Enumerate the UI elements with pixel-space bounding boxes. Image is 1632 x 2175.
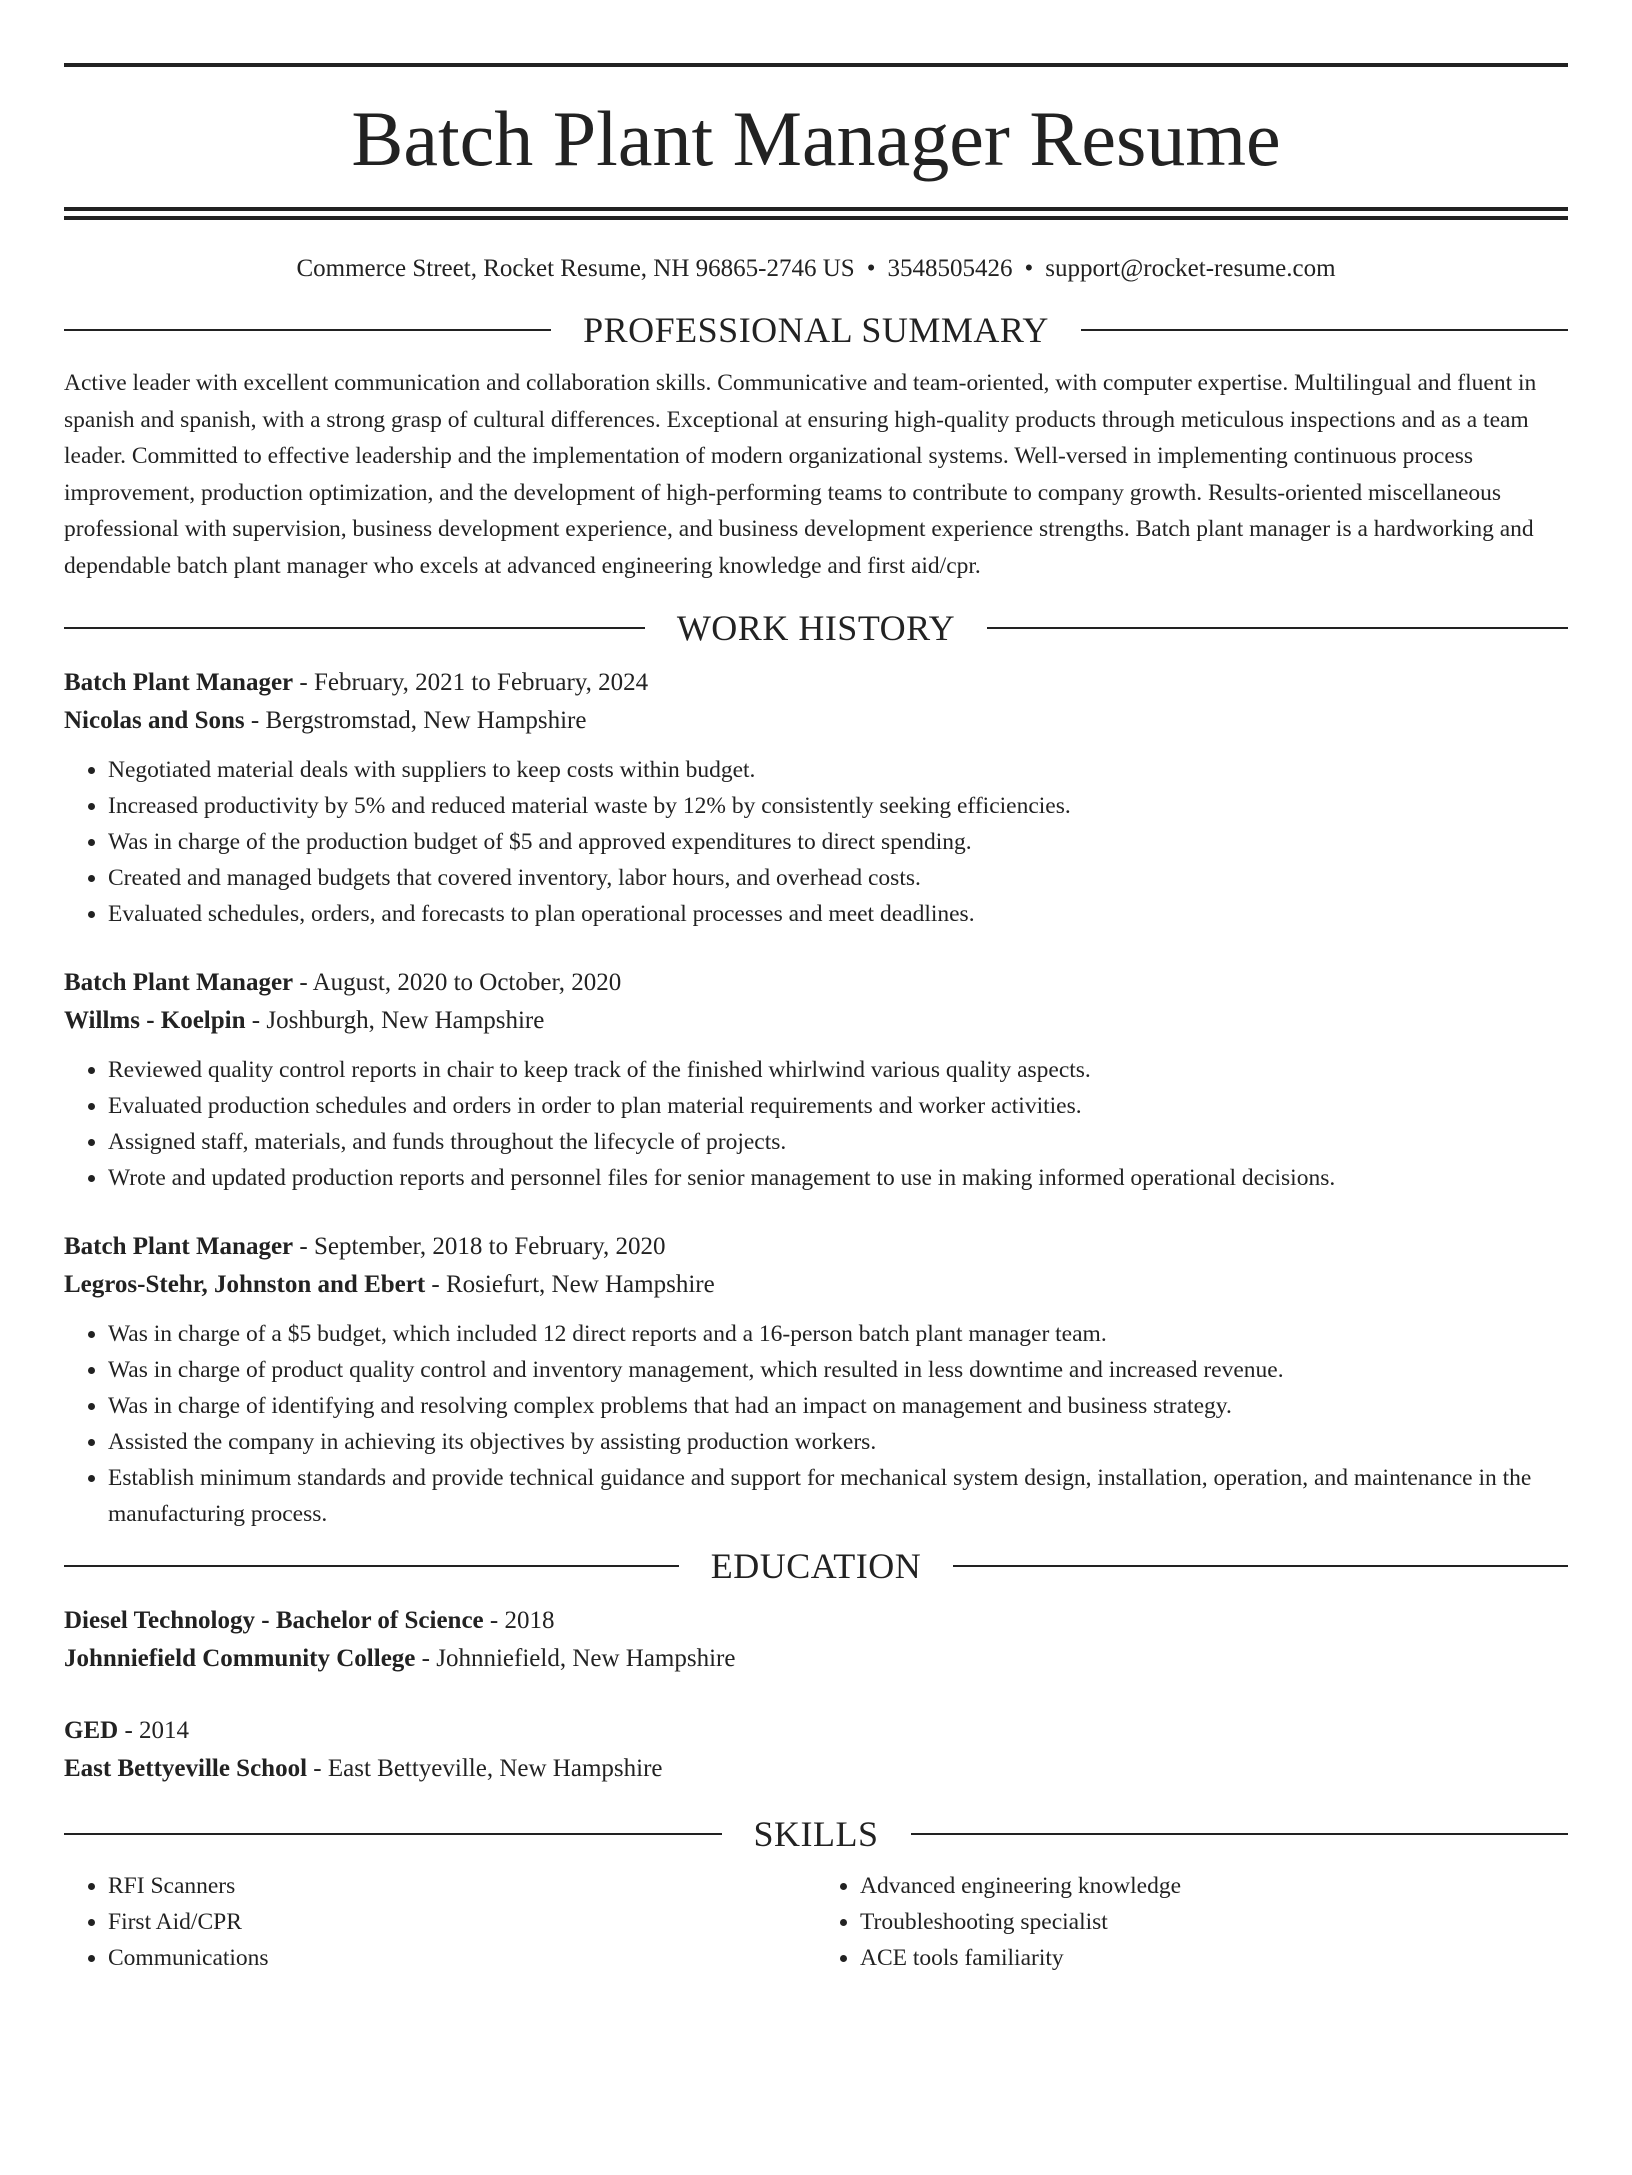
list-item: • Was in charge of product quality control and inventory management, which resulted in less downtime and increased revenue. — [108, 1352, 1568, 1388]
job-bullets — [64, 1316, 1568, 1532]
job-title: Batch Plant Manager — [64, 669, 294, 696]
list-item: • Evaluated production schedules and orders in order to plan material requirements and worker activities. — [108, 1088, 1568, 1124]
divider-line — [64, 627, 645, 629]
work-history-list — [64, 664, 1568, 1532]
education-year: - 2014 — [118, 1717, 190, 1744]
education-degree: Diesel Technology - Bachelor of Science — [64, 1607, 484, 1634]
education-school-line — [64, 1640, 1568, 1678]
job-dates: - February, 2021 to February, 2024 — [293, 669, 649, 696]
skill-item: • ACE tools familiarity — [860, 1940, 1568, 1976]
skill-item: • First Aid/CPR — [108, 1904, 816, 1940]
section-header-education — [64, 1544, 1568, 1588]
skill-item: • Advanced engineering knowledge — [860, 1868, 1568, 1904]
job-location: - Joshburgh, New Hampshire — [245, 1007, 545, 1034]
skill-item: • Communications — [108, 1940, 816, 1976]
list-item: • Evaluated schedules, orders, and forecasts to plan operational processes and meet deadlines. — [108, 896, 1568, 932]
skill-item: • RFI Scanners — [108, 1868, 816, 1904]
list-item: • Assisted the company in achieving its objectives by assisting production workers. — [108, 1424, 1568, 1460]
job-entry — [64, 1228, 1568, 1532]
job-title: Batch Plant Manager — [64, 969, 294, 996]
divider-line — [987, 627, 1568, 629]
education-degree-line — [64, 1602, 1568, 1640]
resume-title: Batch Plant Manager Resume — [351, 95, 1281, 182]
education-location: - Johnniefield, New Hampshire — [415, 1645, 736, 1672]
skill-item: • Troubleshooting specialist — [860, 1904, 1568, 1940]
education-degree: GED — [64, 1717, 119, 1744]
job-entry — [64, 664, 1568, 932]
job-bullets — [64, 1052, 1568, 1196]
list-item: • Was in charge of a $5 budget, which included 12 direct reports and a 16-person batch plant manager team. — [108, 1316, 1568, 1352]
job-company-line — [64, 1266, 1568, 1304]
education-school-line — [64, 1750, 1568, 1788]
list-item: • Establish minimum standards and provide technical guidance and support for mechanical system design, installation, operation, and maintenance in the manufacturing process. — [108, 1460, 1568, 1532]
job-company: Willms - Koelpin — [64, 1007, 246, 1034]
resume-page — [0, 63, 1632, 2175]
contact-email: support@rocket-resume.com — [1045, 255, 1336, 282]
contact-phone: 3548505426 — [887, 255, 1013, 282]
list-item: • Was in charge of the production budget of $5 and approved expenditures to direct spending. — [108, 824, 1568, 860]
job-title: Batch Plant Manager — [64, 1233, 294, 1260]
job-entry — [64, 964, 1568, 1196]
job-company: Legros-Stehr, Johnston and Ebert — [64, 1271, 426, 1298]
job-title-line — [64, 1228, 1568, 1266]
top-rule — [64, 63, 1568, 67]
divider-line — [64, 1565, 679, 1567]
list-item: • Reviewed quality control reports in chair to keep track of the finished whirlwind various quality aspects. — [108, 1052, 1568, 1088]
section-title-summary: PROFESSIONAL SUMMARY — [583, 310, 1049, 350]
section-header-summary — [64, 308, 1568, 352]
job-dates: - September, 2018 to February, 2020 — [293, 1233, 666, 1260]
education-list — [64, 1602, 1568, 1788]
divider-line — [64, 1833, 722, 1835]
divider-line — [911, 1833, 1569, 1835]
job-bullets — [64, 752, 1568, 932]
list-item: • Negotiated material deals with suppliers to keep costs within budget. — [108, 752, 1568, 788]
divider-line — [1081, 329, 1568, 331]
skills-list-left — [64, 1868, 816, 1976]
list-item: • Created and managed budgets that covered inventory, labor hours, and overhead costs. — [108, 860, 1568, 896]
skills-columns — [64, 1868, 1568, 1976]
contact-separator: • — [1024, 255, 1034, 282]
education-location: - East Bettyeville, New Hampshire — [307, 1755, 663, 1782]
contact-address: Commerce Street, Rocket Resume, NH 96865-2746 US — [296, 255, 855, 282]
job-company: Nicolas and Sons — [64, 707, 245, 734]
section-title-work: WORK HISTORY — [676, 608, 956, 648]
job-dates: - August, 2020 to October, 2020 — [293, 969, 622, 996]
summary-text: Active leader with excellent communication and collaboration skills. Communicative and team-oriented, with computer expertise. Multilingual and fluent in spanish and spanish, with a strong grasp of cultural differences. Exceptional at ensuring high-quality products through meticulous inspections and as a team leader. Committed to effective leadership and the implementation of modern organizational systems. Well-versed in implementing continuous process improvement, production optimization, and the development of high-performing teams to contribute to company growth. Results-oriented miscellaneous professional with supervision, business development experience, and business development experience strengths. Batch plant manager is a hardworking and dependable batch plant manager who excels at advanced engineering knowledge and first aid/cpr. — [64, 370, 1537, 579]
title-double-rule — [64, 207, 1568, 220]
job-location: - Rosiefurt, New Hampshire — [425, 1271, 715, 1298]
education-school: East Bettyeville School — [64, 1755, 308, 1782]
education-entry — [64, 1712, 1568, 1788]
contact-separator: • — [866, 255, 876, 282]
job-company-line — [64, 1002, 1568, 1040]
job-title-line — [64, 664, 1568, 702]
list-item: • Assigned staff, materials, and funds throughout the lifecycle of projects. — [108, 1124, 1568, 1160]
divider-line — [64, 329, 551, 331]
section-title-education: EDUCATION — [710, 1546, 922, 1586]
job-location: - Bergstromstad, New Hampshire — [244, 707, 587, 734]
section-header-work — [64, 606, 1568, 650]
section-header-skills — [64, 1812, 1568, 1856]
divider-line — [953, 1565, 1568, 1567]
job-title-line — [64, 964, 1568, 1002]
list-item: • Was in charge of identifying and resolving complex problems that had an impact on management and business strategy. — [108, 1388, 1568, 1424]
education-entry — [64, 1602, 1568, 1678]
section-title-skills: SKILLS — [753, 1814, 879, 1854]
education-year: - 2018 — [483, 1607, 555, 1634]
education-school: Johnniefield Community College — [64, 1645, 416, 1672]
education-degree-line — [64, 1712, 1568, 1750]
list-item: • Increased productivity by 5% and reduced material waste by 12% by consistently seeking efficiencies. — [108, 788, 1568, 824]
contact-line — [64, 254, 1568, 284]
job-company-line — [64, 702, 1568, 740]
list-item: • Wrote and updated production reports and personnel files for senior management to use in making informed operational decisions. — [108, 1160, 1568, 1196]
skills-list-right — [816, 1868, 1568, 1976]
